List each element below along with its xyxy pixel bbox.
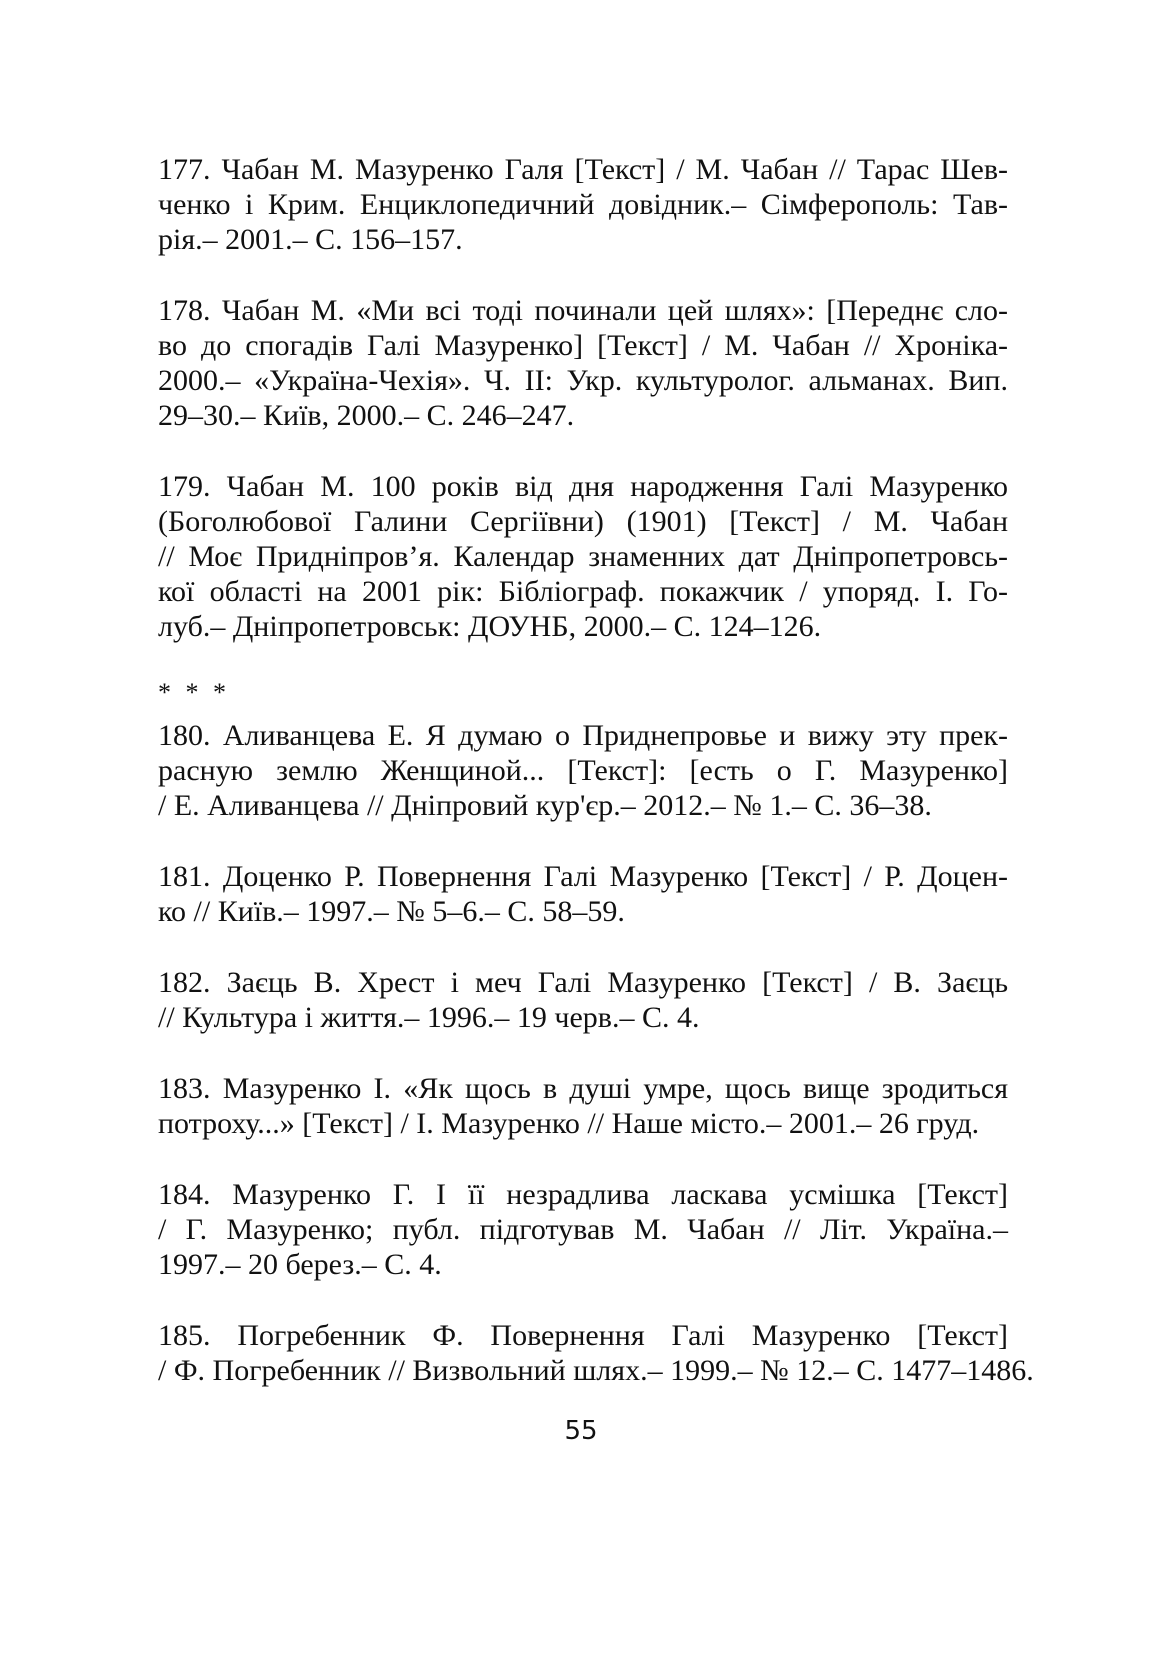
entry-line: 178. Чабан М. «Ми всі тоді починали цей шлях»: [Переднє сло- bbox=[158, 294, 1008, 327]
entry-line: 183. Мазуренко І. «Як щось в душі умре, щось вище зродиться bbox=[158, 1072, 1008, 1105]
entry-line: 179. Чабан М. 100 років від дня народження Галі Мазуренко bbox=[158, 470, 1008, 503]
bibliography-list-after bbox=[158, 718, 1034, 1388]
page-content bbox=[158, 152, 1034, 1424]
entry-line: луб.– Дніпропетровськ: ДОУНБ, 2000.– С. 124–126. bbox=[158, 610, 822, 643]
entry-line: (Боголюбової Галини Сергіївни) (1901) [Текст] / М. Чабан bbox=[158, 505, 1008, 538]
bibliography-entry bbox=[158, 469, 1008, 644]
bibliography-entry bbox=[158, 718, 1008, 823]
entry-line: расную землю Женщиной... [Текст]: [есть о Г. Мазуренко] bbox=[158, 754, 1008, 787]
entry-line: 1997.– 20 берез.– С. 4. bbox=[158, 1248, 442, 1281]
bibliography-list-before bbox=[158, 152, 1008, 644]
entry-line: во до спогадів Галі Мазуренко] [Текст] / М. Чабан // Хроніка- bbox=[158, 329, 1008, 362]
entry-line: / Ф. Погребенник // Визвольний шлях.– 1999.– № 12.– С. 1477–1486. bbox=[158, 1354, 1034, 1387]
entry-line: потроху...» [Текст] / І. Мазуренко // Наше місто.– 2001.– 26 груд. bbox=[158, 1107, 980, 1140]
bibliography-entry bbox=[158, 1318, 1034, 1388]
entry-line: 29–30.– Київ, 2000.– С. 246–247. bbox=[158, 399, 575, 432]
entry-line: // Моє Придніпров’я. Календар знаменних дат Дніпропетровсь- bbox=[158, 540, 1008, 573]
entry-line: 180. Аливанцева Е. Я думаю о Приднепровье и вижу эту прек- bbox=[158, 719, 1008, 752]
entry-line: 185. Погребенник Ф. Повернення Галі Мазуренко [Текст] bbox=[158, 1319, 1008, 1352]
entry-line: 2000.– «Україна-Чехія». Ч. ІІ: Укр. культуролог. альманах. Вип. bbox=[158, 364, 1008, 397]
entry-line: 181. Доценко Р. Повернення Галі Мазуренко [Текст] / Р. Доцен- bbox=[158, 860, 1008, 893]
bibliography-entry bbox=[158, 1177, 1008, 1282]
page-number: 55 bbox=[564, 1416, 598, 1446]
bibliography-entry bbox=[158, 152, 1008, 257]
entry-line: кої області на 2001 рік: Бібліограф. покажчик / упоряд. І. Го- bbox=[158, 575, 1008, 608]
entry-line: 182. Заєць В. Хрест і меч Галі Мазуренко [Текст] / В. Заєць bbox=[158, 966, 1008, 999]
entry-line: рія.– 2001.– С. 156–157. bbox=[158, 223, 463, 256]
section-separator: * * * bbox=[158, 678, 230, 707]
entry-line: 177. Чабан М. Мазуренко Галя [Текст] / М. Чабан // Тарас Шев- bbox=[158, 153, 1008, 186]
bibliography-entry bbox=[158, 965, 1008, 1035]
entry-line: / Г. Мазуренко; публ. підготував М. Чабан // Літ. Україна.– bbox=[158, 1213, 1008, 1246]
bibliography-entry bbox=[158, 859, 1008, 929]
entry-line: ко // Київ.– 1997.– № 5–6.– С. 58–59. bbox=[158, 895, 625, 928]
entry-line: 184. Мазуренко Г. І її незрадлива ласкава усмішка [Текст] bbox=[158, 1178, 1008, 1211]
entry-line: ченко і Крим. Енциклопедичний довідник.– Сімферополь: Тав- bbox=[158, 188, 1008, 221]
entry-line: / Е. Аливанцева // Дніпровий кур'єр.– 2012.– № 1.– С. 36–38. bbox=[158, 789, 932, 822]
bibliography-entry bbox=[158, 293, 1008, 433]
entry-line: // Культура і життя.– 1996.– 19 черв.– С. 4. bbox=[158, 1001, 700, 1034]
bibliography-entry bbox=[158, 1071, 1008, 1141]
